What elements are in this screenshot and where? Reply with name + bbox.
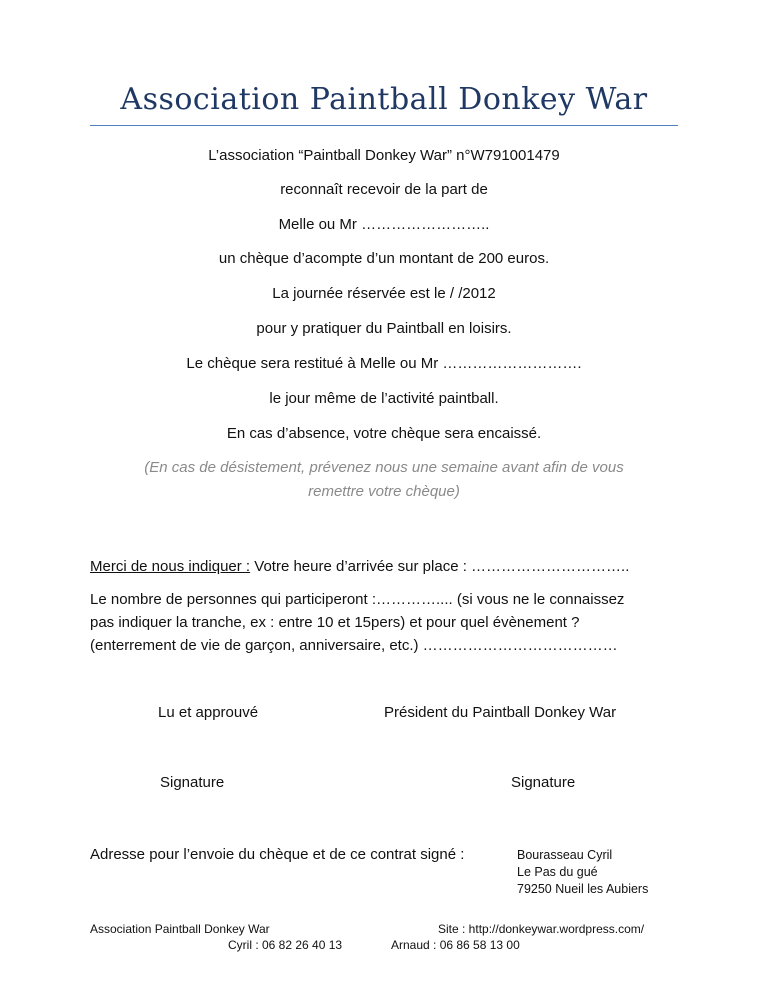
footer-phone-arnaud: Arnaud : 06 86 58 13 00 (391, 938, 520, 952)
president-label: Président du Paintball Donkey War (384, 704, 617, 721)
date-line: La journée réservée est le / /2012 (272, 285, 496, 302)
same-day-line: le jour même de l’activité paintball. (269, 390, 499, 407)
address-city: 79250 Nueil les Aubiers (517, 882, 649, 896)
page-title: Association Paintball Donkey War (120, 82, 648, 117)
footer-phone-cyril: Cyril : 06 82 26 40 13 (228, 938, 343, 952)
participants-line-1: Le nombre de personnes qui participeront :………….... (si vous ne le connaissez (90, 591, 625, 608)
signature-right: Signature (511, 774, 576, 791)
activity-line: pour y pratiquer du Paintball en loisirs. (256, 320, 512, 337)
event-line: (enterrement de vie de garçon, anniversaire, etc.) ………………………………… (90, 637, 618, 654)
read-approved-label: Lu et approuvé (158, 704, 259, 721)
address-label: Adresse pour l’envoie du chèque et de ce contrat signé : (90, 846, 465, 863)
receipt-line: reconnaît recevoir de la part de (280, 181, 488, 198)
address-street: Le Pas du gué (517, 865, 598, 879)
title-underline (90, 125, 678, 126)
deposit-line: un chèque d’acompte d’un montant de 200 euros. (218, 250, 550, 267)
cancellation-note-line-2: remettre votre chèque) (308, 483, 460, 500)
arrival-time-field: Votre heure d’arrivée sur place : ………………………….. (254, 558, 630, 575)
footer-site: Site : http://donkeywar.wordpress.com/ (438, 922, 645, 936)
cancellation-note-line-1: (En cas de désistement, prévenez nous une semaine avant afin de vous (144, 459, 624, 476)
payer-line: Melle ou Mr …………………….. (278, 216, 490, 233)
absence-line: En cas d’absence, votre chèque sera encaissé. (226, 425, 542, 442)
refund-line: Le chèque sera restitué à Melle ou Mr ………………………. (186, 355, 582, 372)
participants-line-2: pas indiquer la tranche, ex : entre 10 et 15pers) et pour quel évènement ? (90, 614, 580, 631)
signature-left: Signature (160, 774, 225, 791)
arrival-request (90, 555, 678, 578)
association-line: L’association “Paintball Donkey War” n°W791001479 (208, 147, 560, 164)
address-name: Bourasseau Cyril (517, 848, 613, 862)
footer-org: Association Paintball Donkey War (90, 922, 270, 936)
request-label: Merci de nous indiquer : (90, 558, 251, 575)
